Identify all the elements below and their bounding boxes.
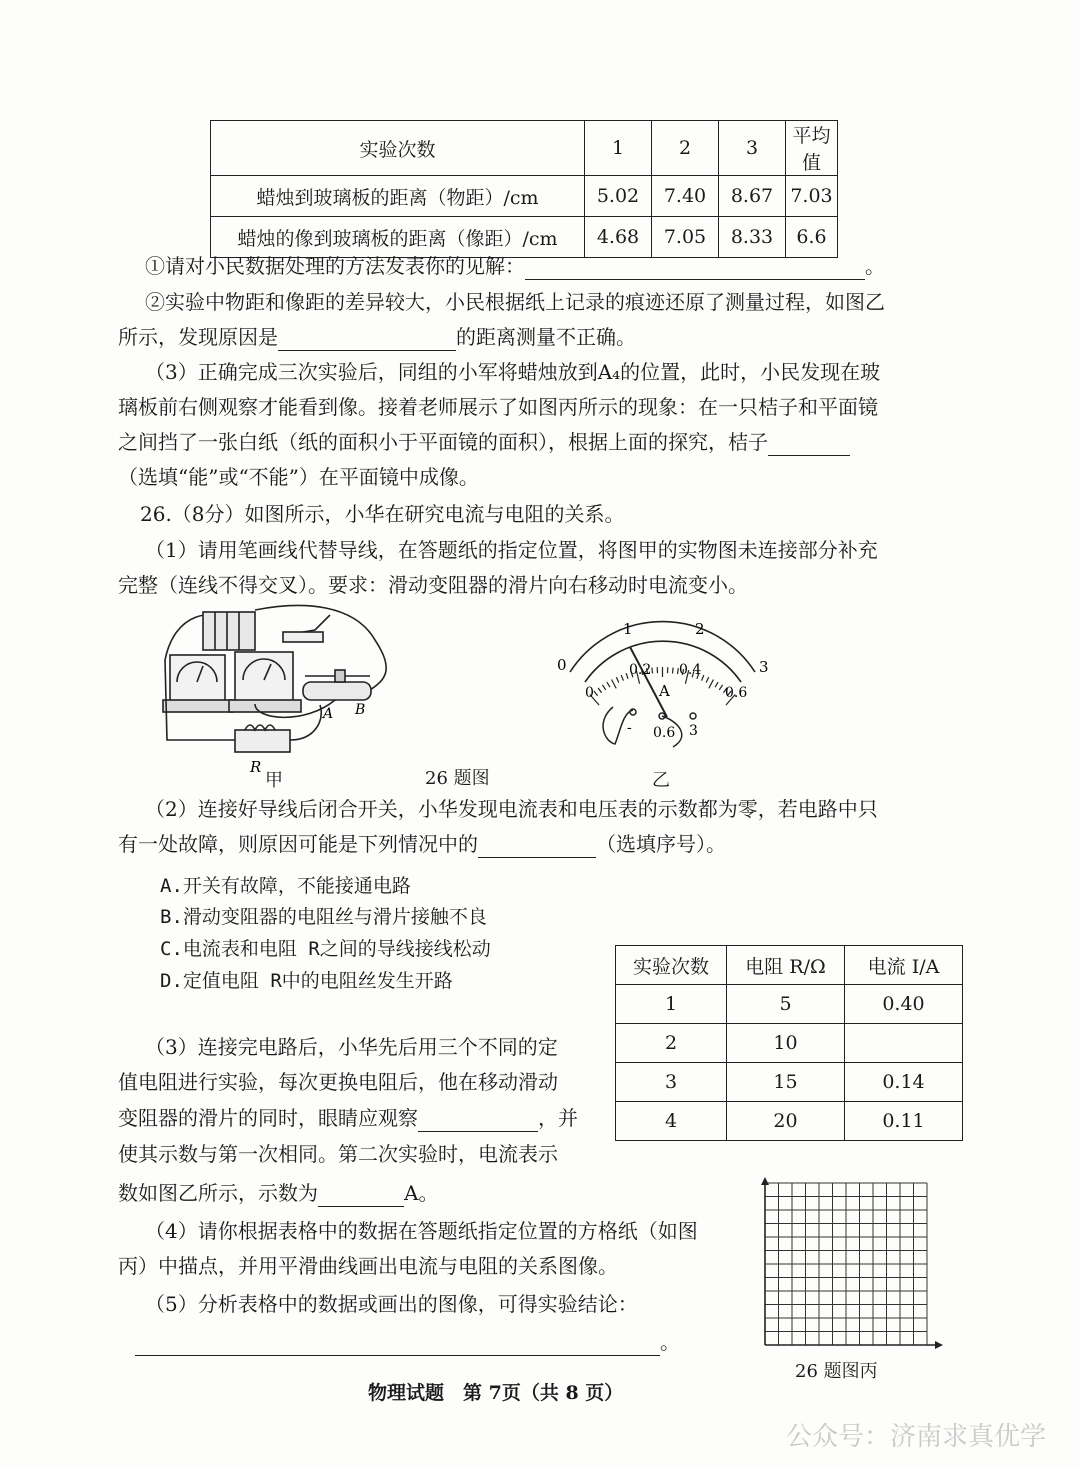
table-cell: 0.40	[845, 985, 963, 1024]
meter-unit: A	[659, 682, 670, 700]
question-26-2-line: （2）连接好导线后闭合开关，小华发现电流表和电压表的示数都为零，若电路中只	[145, 797, 878, 821]
table-header-cell: 3	[719, 121, 786, 176]
meter-top-label: 3	[759, 658, 769, 676]
table-cell: 蜡烛到玻璃板的距离（物距）/cm	[211, 176, 585, 217]
ammeter-dial	[545, 612, 785, 757]
dial-tick	[672, 668, 673, 674]
question-text: 变阻器的滑片的同时，眼睛应观察	[118, 1106, 418, 1130]
table-row	[616, 1063, 963, 1102]
table-cell: 20	[727, 1102, 845, 1141]
table-header-cell: 实验次数	[211, 121, 585, 176]
table-cell: 15	[727, 1063, 845, 1102]
table-cell: 5	[727, 985, 845, 1024]
circuit-diagram	[155, 600, 415, 790]
table-row	[211, 176, 838, 217]
dial-tick	[602, 685, 605, 690]
question-1-line	[145, 252, 885, 280]
answer-blank[interactable]	[478, 837, 596, 858]
table-cell: 5.02	[585, 176, 652, 217]
meter-bottom-label: 0	[585, 685, 594, 701]
question-text: 所示，发现原因是	[118, 325, 278, 349]
page-footer: 物理试题 第 7页（共 8 页）	[368, 1382, 624, 1404]
table-cell: 4	[616, 1102, 727, 1141]
dial-tick	[626, 673, 628, 679]
dial-tick	[621, 675, 623, 681]
question-26-5-answer	[135, 1328, 680, 1356]
dial-tick	[719, 685, 722, 690]
meter-bottom-label: 0.4	[679, 662, 702, 678]
meter-bottom-label: 0.2	[629, 662, 652, 678]
table-cell: 1	[616, 985, 727, 1024]
figure-caption: 26 题图	[425, 768, 490, 789]
dial-tick	[706, 677, 709, 682]
table-cell: 6.6	[786, 217, 838, 258]
option-c: C.电流表和电阻 R之间的导线接线松动	[160, 938, 491, 960]
grid-caption: 26 题图丙	[795, 1361, 878, 1382]
answer-blank[interactable]	[135, 1335, 660, 1356]
answer-blank[interactable]	[418, 1111, 538, 1132]
option-a: A.开关有故障，不能接通电路	[160, 875, 411, 897]
dial-tick	[709, 680, 714, 689]
question-26-1-line: 完整（连线不得交叉）。要求：滑动变阻器的滑片向右移动时电流变小。	[118, 573, 748, 597]
grid-paper	[755, 1175, 945, 1355]
question-text: ①请对小民数据处理的方法发表你的见解：	[145, 254, 525, 278]
question-3-line: （选填“能”或“不能”）在平面镜中成像。	[118, 465, 479, 489]
table-header-cell: 电阻 R/Ω	[727, 946, 845, 985]
dial-tick	[616, 677, 619, 682]
table-cell	[845, 1024, 963, 1063]
table-cell: 10	[727, 1024, 845, 1063]
table-cell: 7.05	[652, 217, 719, 258]
dial-tick	[594, 691, 598, 696]
question-text: 。	[660, 1330, 680, 1354]
table-cell: 3	[616, 1063, 727, 1102]
question-text: 有一处故障，则原因可能是下列情况中的	[118, 832, 478, 856]
table-cell: 7.40	[652, 176, 719, 217]
question-26-4-line: 丙）中描点，并用平滑曲线画出电流与电阻的关系图像。	[118, 1254, 618, 1278]
option-b: B.滑动变阻器的电阻丝与滑片接触不良	[160, 906, 487, 928]
table-header-cell: 2	[652, 121, 719, 176]
question-26-3-line: 值电阻进行实验，每次更换电阻后，他在移动滑动	[118, 1070, 558, 1094]
question-2-line: ②实验中物距和像距的差异较大，小民根据纸上记录的痕迹还原了测量过程，如图乙	[145, 290, 885, 314]
table-row	[616, 1102, 963, 1141]
question-3-line	[118, 428, 850, 456]
answer-blank[interactable]	[278, 330, 456, 351]
watermark: 公众号：济南求真优学	[785, 1422, 1046, 1452]
terminal-label: 0.6	[653, 725, 676, 741]
question-text: 。	[865, 254, 885, 278]
dial-tick	[607, 682, 610, 687]
table-cell: 7.03	[786, 176, 838, 217]
label-R: R	[250, 758, 262, 776]
question-text: 的距离测量不正确。	[456, 325, 636, 349]
table-cell: 蜡烛的像到玻璃板的距离（像距）/cm	[211, 217, 585, 258]
table-header-cell: 实验次数	[616, 946, 727, 985]
terminal-label: 3	[689, 723, 698, 739]
table-cell: 8.67	[719, 176, 786, 217]
question-26-3-line: 使其示数与第一次相同。第二次实验时，电流表示	[118, 1142, 558, 1166]
table-header-row	[211, 121, 838, 176]
table-cell: 0.11	[845, 1102, 963, 1141]
question-26-1-line: （1）请用笔画线代替导线，在答题纸的指定位置，将图甲的实物图未连接部分补充	[145, 538, 878, 562]
table-cell: 8.33	[719, 217, 786, 258]
current-resistance-table	[615, 945, 963, 1141]
question-text: 数如图乙所示，示数为	[118, 1181, 318, 1205]
label-A: A	[323, 706, 334, 722]
question-26-5-line: （5）分析表格中的数据或画出的图像，可得实验结论：	[145, 1292, 638, 1316]
question-26-3-line	[118, 1179, 438, 1207]
table-row	[616, 985, 963, 1024]
table-row	[616, 1024, 963, 1063]
meter-top-label: 0	[557, 656, 567, 674]
label-jia: 甲	[265, 770, 283, 791]
label-B: B	[355, 702, 366, 718]
terminal-label: -	[627, 720, 632, 736]
question-3-line: 璃板前右侧观察才能看到像。接着老师展示了如图丙所示的现象：在一只桔子和平面镜	[118, 395, 878, 419]
table-header-cell: 1	[585, 121, 652, 176]
question-2-line	[118, 323, 636, 351]
question-text: ，并	[538, 1106, 578, 1130]
table-header-cell: 平均值	[786, 121, 838, 176]
option-d: D.定值电阻 R中的电阻丝发生开路	[160, 970, 453, 992]
question-26-4-line: （4）请你根据表格中的数据在答题纸指定位置的方格纸（如图	[145, 1219, 698, 1243]
meter-bottom-label: 0.6	[725, 685, 748, 701]
table-cell: 4.68	[585, 217, 652, 258]
answer-blank[interactable]	[525, 259, 865, 280]
dial-tick	[702, 675, 704, 681]
table-header-row	[616, 946, 963, 985]
dial-tick	[652, 668, 653, 674]
question-26-3-line	[118, 1104, 578, 1132]
dial-tick	[598, 688, 602, 693]
answer-blank[interactable]	[768, 435, 850, 456]
distance-table	[210, 120, 838, 258]
table-cell: 0.14	[845, 1063, 963, 1102]
table-cell: 2	[616, 1024, 727, 1063]
question-text: 之间挡了一张白纸（纸的面积小于平面镜的面积），根据上面的探究，桔子	[118, 430, 768, 454]
dial-tick	[715, 682, 718, 687]
question-text: A。	[404, 1181, 439, 1205]
question-text: （选填序号）。	[596, 832, 726, 856]
table-header-cell: 电流 I/A	[845, 946, 963, 985]
dial-tick	[612, 680, 617, 689]
question-26-2-line	[118, 830, 726, 858]
meter-top-label: 1	[623, 620, 633, 638]
question-26-title: 26.（8分）如图所示，小华在研究电流与电阻的关系。	[140, 502, 625, 526]
question-3-line: （3）正确完成三次实验后，同组的小军将蜡烛放到A₄的位置，此时，小民发现在玻	[145, 360, 881, 384]
answer-blank[interactable]	[318, 1186, 404, 1207]
label-yi: 乙	[652, 770, 670, 791]
meter-top-label: 2	[695, 620, 705, 638]
question-26-3-line: （3）连接完电路后，小华先后用三个不同的定	[145, 1035, 558, 1059]
